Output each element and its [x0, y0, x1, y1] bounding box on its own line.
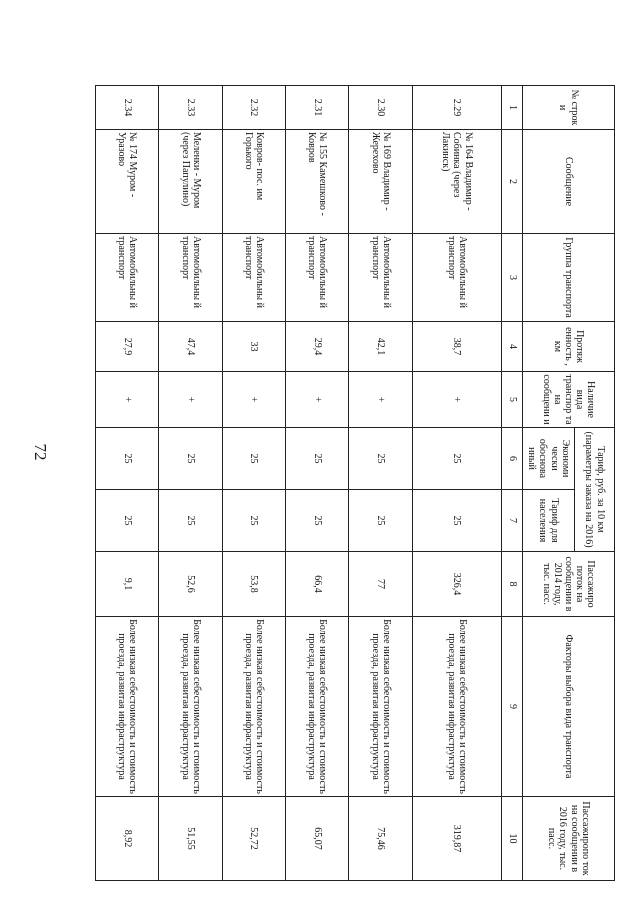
route-name: Меленки - Муром (через Папулино): [159, 130, 222, 234]
column-number: 6: [502, 428, 523, 490]
route-name: № 164 Владимир - Собинка (через Лакинск): [412, 130, 501, 234]
header-length: Протяж енность , км: [523, 322, 615, 372]
header-row-number: № строк и: [523, 86, 615, 130]
transport-availability: +: [286, 372, 349, 428]
passenger-flow-2016: 8,92: [96, 797, 159, 881]
header-flow-2016: Пассажиропо ток на сообщении в 2016 году, тыс. пасс.: [523, 797, 615, 881]
population-tariff: 25: [286, 490, 349, 552]
population-tariff: 25: [412, 490, 501, 552]
econ-tariff: 25: [412, 428, 501, 490]
econ-tariff: 25: [222, 428, 285, 490]
choice-factors: Более низкая себестоимость и стоимость проезда, развитая инфраструктура: [159, 617, 222, 797]
transport-availability: +: [159, 372, 222, 428]
header-row-1: [575, 86, 615, 881]
route-name: № 169 Владимир - Жерехово: [349, 130, 412, 234]
route-length: 29,4: [286, 322, 349, 372]
row-number: 2.30: [349, 86, 412, 130]
transport-group: Автомобильны й транспорт: [222, 234, 285, 322]
column-number: 1: [502, 86, 523, 130]
row-number: 2.34: [96, 86, 159, 130]
transport-availability: +: [222, 372, 285, 428]
header-route: Сообщение: [523, 130, 615, 234]
choice-factors: Более низкая себестоимость и стоимость проезда, развитая инфраструктура: [286, 617, 349, 797]
column-number: 8: [502, 552, 523, 617]
passenger-flow-2014: 52,6: [159, 552, 222, 617]
passenger-flow-2014: 326,4: [412, 552, 501, 617]
transport-group: Автомобильны й транспорт: [159, 234, 222, 322]
route-length: 47,4: [159, 322, 222, 372]
choice-factors: Более низкая себестоимость и стоимость проезда, развитая инфраструктура: [222, 617, 285, 797]
header-econ-tariff: Экономи чески обоснова нный: [523, 428, 575, 490]
row-number: 2.31: [286, 86, 349, 130]
column-number: 7: [502, 490, 523, 552]
column-number: 5: [502, 372, 523, 428]
column-number: 9: [502, 617, 523, 797]
passenger-flow-2016: 51,55: [159, 797, 222, 881]
transport-group: Автомобильны й транспорт: [286, 234, 349, 322]
table-row: [222, 86, 285, 881]
header-factors: Факторы выбора вида транспорта: [523, 617, 615, 797]
passenger-flow-2014: 9,1: [96, 552, 159, 617]
header-tariff-group: Тариф, руб. за 10 км (параметры заказа на 2016): [575, 428, 615, 552]
population-tariff: 25: [159, 490, 222, 552]
row-number: 2.33: [159, 86, 222, 130]
column-number: 3: [502, 234, 523, 322]
page-number: 72: [31, 443, 50, 461]
table-row: [349, 86, 412, 881]
passenger-flow-2014: 53,8: [222, 552, 285, 617]
route-length: 33: [222, 322, 285, 372]
population-tariff: 25: [349, 490, 412, 552]
route-name: № 174 Муром - Уразово: [96, 130, 159, 234]
transport-group: Автомобильны й транспорт: [412, 234, 501, 322]
econ-tariff: 25: [349, 428, 412, 490]
column-number: 10: [502, 797, 523, 881]
route-length: 38,7: [412, 322, 501, 372]
transport-availability: +: [96, 372, 159, 428]
column-number: 2: [502, 130, 523, 234]
row-number: 2.29: [412, 86, 501, 130]
passenger-flow-2016: 52,72: [222, 797, 285, 881]
choice-factors: Более низкая себестоимость и стоимость проезда, развитая инфраструктура: [349, 617, 412, 797]
choice-factors: Более низкая себестоимость и стоимость проезда, развитая инфраструктура: [412, 617, 501, 797]
transport-group: Автомобильны й транспорт: [96, 234, 159, 322]
route-name: № 155 Камешково - Ковров: [286, 130, 349, 234]
route-length: 27,9: [96, 322, 159, 372]
header-availability: Наличие вида транспор та на сообщени и: [523, 372, 615, 428]
passenger-flow-2014: 77: [349, 552, 412, 617]
econ-tariff: 25: [286, 428, 349, 490]
passenger-flow-2016: 65,07: [286, 797, 349, 881]
passenger-flow-2016: 319,87: [412, 797, 501, 881]
transport-group: Автомобильны й транспорт: [349, 234, 412, 322]
table-row: [159, 86, 222, 881]
header-flow-2014: Пассажиро поток на сообщении в 2014 году, тыс. пасс.: [523, 552, 615, 617]
population-tariff: 25: [96, 490, 159, 552]
rotated-table-container: [95, 85, 615, 880]
table-row: [96, 86, 159, 881]
passenger-flow-2016: 75,46: [349, 797, 412, 881]
route-name: Ковров- пос. им Горького: [222, 130, 285, 234]
table-row: [412, 86, 501, 881]
econ-tariff: 25: [96, 428, 159, 490]
table-row: [286, 86, 349, 881]
transport-availability: +: [412, 372, 501, 428]
population-tariff: 25: [222, 490, 285, 552]
header-population-tariff: Тариф для населения: [523, 490, 575, 552]
econ-tariff: 25: [159, 428, 222, 490]
passenger-flow-2014: 66,4: [286, 552, 349, 617]
header-transport-group: Группа транспорта: [523, 234, 615, 322]
choice-factors: Более низкая себестоимость и стоимость проезда, развитая инфраструктура: [96, 617, 159, 797]
route-length: 42,1: [349, 322, 412, 372]
row-number: 2.32: [222, 86, 285, 130]
transport-table: [95, 85, 615, 881]
column-number-row: [502, 86, 523, 881]
transport-availability: +: [349, 372, 412, 428]
column-number: 4: [502, 322, 523, 372]
